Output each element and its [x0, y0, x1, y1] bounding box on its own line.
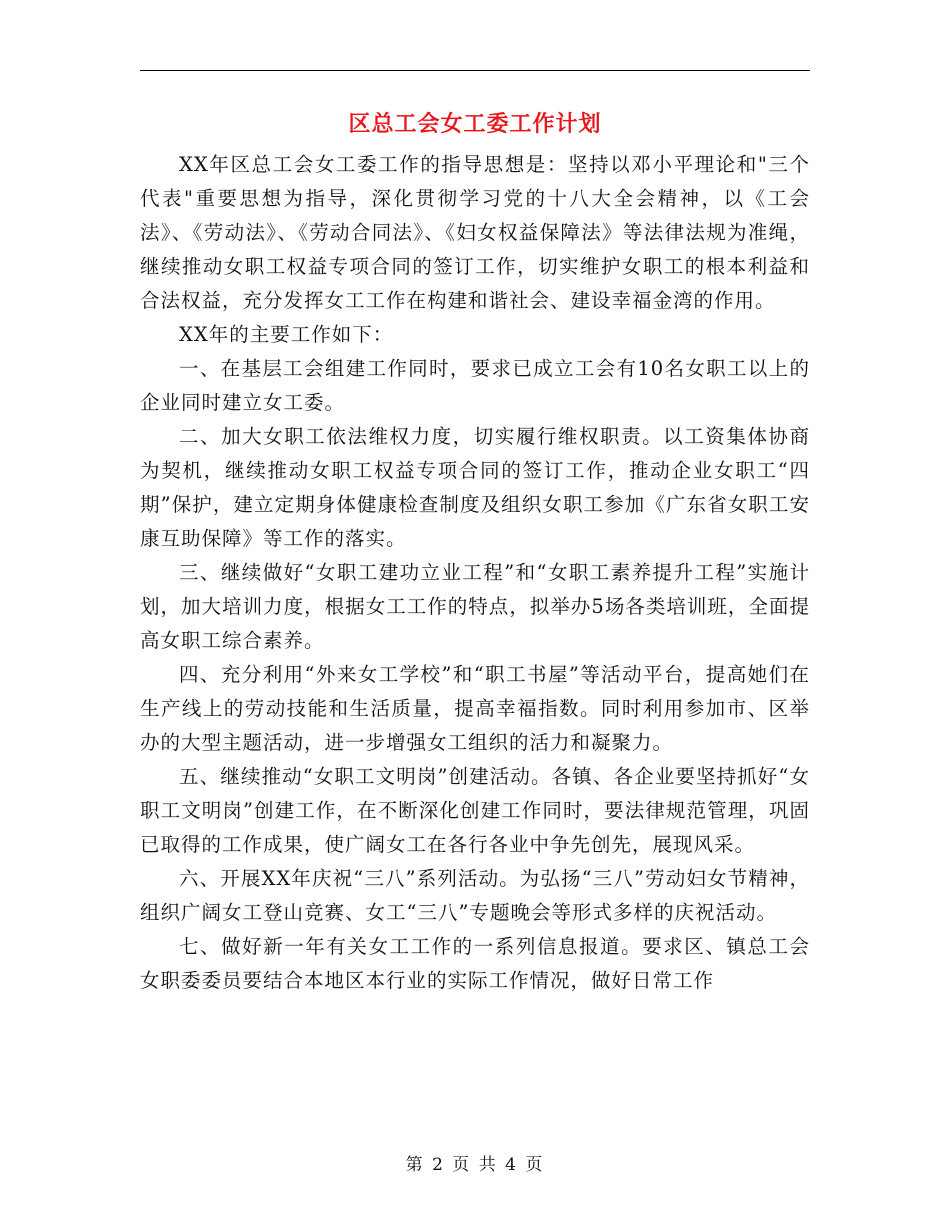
- paragraph-item-4: 四、充分利用“外来女工学校”和“职工书屋”等活动平台，提高她们在生产线上的劳动技能和生活质量，提高幸福指数。同时利用参加市、区举办的大型主题活动，进一步增强女工组织的活力和凝聚力。: [140, 663, 810, 754]
- paragraph-item-3: 三、继续做好“女职工建功立业工程”和“女职工素养提升工程”实施计划，加大培训力度，根据女工工作的特点，拟举办5场各类培训班，全面提高女职工综合素养。: [140, 561, 810, 652]
- paragraph-item-7: 七、做好新一年有关女工工作的一系列信息报道。要求区、镇总工会女职委委员要结合本地区本行业的实际工作情况，做好日常工作: [140, 935, 810, 992]
- paragraph-item-2: 二、加大女职工依法维权力度，切实履行维权职责。以工资集体协商为契机，继续推动女职工权益专项合同的签订工作，推动企业女职工“四期”保护，建立定期身体健康检查制度及组织女职工参加《广东省女职工安康互助保障》等工作的落实。: [140, 425, 810, 550]
- paragraph-main-tasks-intro: XX年的主要工作如下：: [179, 323, 394, 346]
- paragraph-item-6: 六、开展XX年庆祝“三八”系列活动。为弘扬“三八”劳动妇女节精神，组织广阔女工登山竞赛、女工“三八”专题晚会等形式多样的庆祝活动。: [140, 867, 810, 924]
- document-body: [140, 148, 810, 998]
- paragraph-item-5: 五、继续推动“女职工文明岗”创建活动。各镇、各企业要坚持抓好“女职工文明岗”创建工作，在不断深化创建工作同时，要法律规范管理，巩固已取得的工作成果，使广阔女工在各行各业中争先创先，展现风采。: [140, 765, 810, 856]
- page-number: 第 2 页 共 4 页: [405, 1155, 545, 1175]
- document-title: 区总工会女工委工作计划: [348, 111, 602, 137]
- paragraph-item-1: 一、在基层工会组建工作同时，要求已成立工会有10名女职工以上的企业同时建立女工委。: [140, 357, 810, 414]
- paragraph-guiding-principle: XX年区总工会女工委工作的指导思想是：坚持以邓小平理论和"三个代表"重要思想为指导，深化贯彻学习党的十八大全会精神，以《工会法》、《劳动法》、《劳动合同法》、《妇女权益保障法》等法律法规为准绳，继续推动女职工权益专项合同的签订工作，切实维护女职工的根本利益和合法权益，充分发挥女工工作在构建和谐社会、建设幸福金湾的作用。: [140, 153, 810, 312]
- header-rule: [140, 70, 810, 71]
